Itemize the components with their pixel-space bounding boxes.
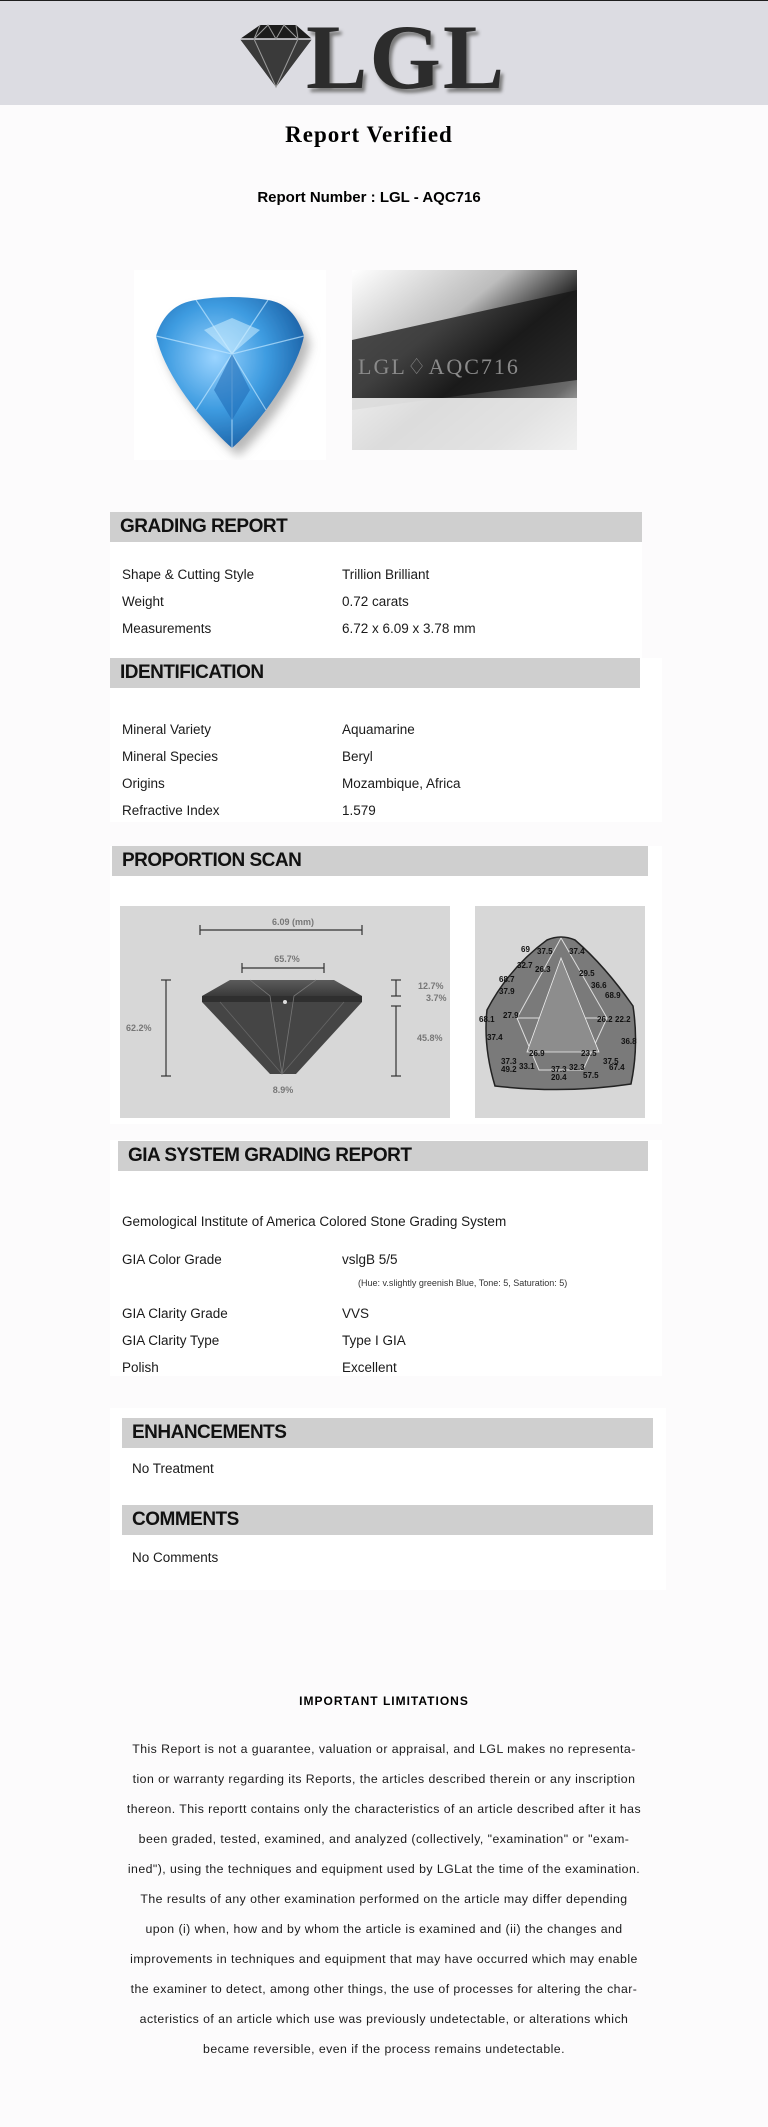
grading-report-heading: GRADING REPORT: [110, 512, 642, 542]
girdle-shape: [202, 996, 362, 1002]
origins-value: Mozambique, Africa: [342, 776, 461, 791]
limitations-line: thereon. This reportt contains only the characteristics of an article described after it has: [126, 1802, 642, 1816]
inscription-text: LGL♢AQC716: [358, 354, 520, 379]
gem-photo: [134, 270, 326, 460]
comments-text: No Comments: [132, 1550, 219, 1565]
gia-heading: GIA SYSTEM GRADING REPORT: [118, 1141, 648, 1171]
facet-value-label: 36.8: [621, 1037, 637, 1046]
limitations-line: became reversible, even if the process remains undetectable.: [203, 2042, 565, 2056]
top-view-diagram: [475, 906, 645, 1118]
measurements-value: 6.72 x 6.09 x 3.78 mm: [342, 621, 476, 636]
width-label: 6.09 (mm): [271, 917, 315, 927]
facet-value-label: 26.3: [535, 965, 551, 974]
limitations-line: upon (i) when, how and by whom the article is examined and (ii) the changes and: [145, 1922, 623, 1936]
facet-value-label: 57.5: [583, 1071, 599, 1080]
limitations-line: This Report is not a guarantee, valuation or appraisal, and LGL makes no representa-: [132, 1742, 636, 1756]
facet-value-label: 37.5: [603, 1057, 619, 1066]
enhancements-heading: ENHANCEMENTS: [122, 1418, 653, 1448]
header-bar: [0, 0, 768, 108]
refractive-index-value: 1.579: [342, 803, 376, 818]
facet-value-label: 49.2: [501, 1065, 517, 1074]
inscription-photo: [352, 270, 577, 450]
mineral-species-value: Beryl: [342, 749, 373, 764]
polish-label: Polish: [122, 1360, 159, 1375]
mineral-variety-label: Mineral Variety: [122, 722, 212, 737]
profile-diagram: [120, 906, 450, 1118]
identification-heading: IDENTIFICATION: [110, 658, 640, 688]
measurements-label: Measurements: [122, 621, 212, 636]
facet-value-label: 36.6: [591, 981, 607, 990]
gia-color-note: (Hue: v.slightly greenish Blue, Tone: 5, Saturation: 5): [358, 1278, 568, 1288]
comments-heading: COMMENTS: [122, 1505, 653, 1535]
gia-color-value: vslgB 5/5: [342, 1252, 398, 1267]
facet-value-label: 22.2: [615, 1015, 631, 1024]
facet-value-label: 68.7: [499, 975, 515, 984]
gia-clarity-grade-label: GIA Clarity Grade: [122, 1306, 228, 1321]
limitations-line: ined"), using the techniques and equipment used by LGLat the time of the examination.: [127, 1862, 641, 1876]
gia-clarity-grade-value: VVS: [342, 1306, 370, 1321]
origins-label: Origins: [122, 776, 165, 791]
limitations-line: been graded, tested, examined, and analyzed (collectively, "examination" or "exam-: [138, 1832, 630, 1846]
total-depth-label: 62.2%: [126, 1023, 152, 1033]
facet-value-label: 23.5: [581, 1049, 597, 1058]
crown-height-label: 12.7%: [418, 981, 444, 991]
pavilion-depth-label: 45.8%: [417, 1033, 443, 1043]
girdle-label: 3.7%: [426, 993, 447, 1003]
weight-value: 0.72 carats: [342, 594, 409, 609]
gia-clarity-type-label: GIA Clarity Type: [122, 1333, 220, 1348]
facet-value-label: 37.4: [487, 1033, 503, 1042]
enhancements-text: No Treatment: [132, 1461, 214, 1476]
facet-value-label: 29.5: [579, 969, 595, 978]
facet-value-label: 69: [521, 945, 530, 954]
refractive-index-label: Refractive Index: [122, 803, 220, 818]
facet-value-label: 27.9: [503, 1011, 519, 1020]
facet-value-label: 37.4: [569, 947, 585, 956]
report-number: Report Number : LGL - AQC716: [257, 189, 481, 206]
facet-value-label: 37.3: [501, 1057, 517, 1066]
facet-value-label: 37.5: [537, 947, 553, 956]
facet-value-label: 67.4: [609, 1063, 625, 1072]
facet-value-label: 68.9: [605, 991, 621, 1000]
limitations-text: [116, 1734, 652, 2064]
facet-value-label: 68.1: [479, 1015, 495, 1024]
limitations-heading: IMPORTANT LIMITATIONS: [299, 1694, 469, 1708]
logo-text: [234, 15, 235, 16]
mineral-species-label: Mineral Species: [122, 749, 219, 764]
weight-label: Weight: [122, 594, 164, 609]
facet-value-label: 37.9: [499, 987, 515, 996]
facet-value-label: 26.2: [597, 1015, 613, 1024]
facet-value-label: 37.3: [551, 1065, 567, 1074]
gia-color-label: GIA Color Grade: [122, 1252, 222, 1267]
limitations-line: the examiner to detect, among other things, the use of processes for altering the char-: [130, 1982, 638, 1996]
limitations-line: acteristics of an article which use was previously undetectable, or alterations which: [139, 2012, 629, 2026]
shape-value: Trillion Brilliant: [342, 567, 430, 582]
lgl-logo: [234, 6, 507, 108]
gia-subtitle: Gemological Institute of America Colored Stone Grading System: [122, 1214, 507, 1229]
limitations-line: The results of any other examination performed on the article may differ depending: [140, 1892, 628, 1906]
facet-value-label: 26.9: [529, 1049, 545, 1058]
shape-label: Shape & Cutting Style: [122, 567, 255, 582]
proportion-scan-heading: PROPORTION SCAN: [112, 846, 648, 876]
pavilion-shape: [202, 1002, 362, 1074]
facet-value-label: 20.4: [551, 1073, 567, 1082]
diamond-icon: [234, 21, 314, 91]
crown-shape: [202, 980, 362, 996]
limitations-line: improvements in techniques and equipment that may have occurred which may enable: [130, 1952, 638, 1966]
logo-wordmark: LGL: [306, 6, 507, 108]
gia-clarity-type-value: Type I GIA: [342, 1333, 406, 1348]
culet-label: 8.9%: [272, 1085, 294, 1095]
facet-value-label: 33.1: [519, 1062, 535, 1071]
facet-value-label: 32.7: [517, 961, 533, 970]
polish-value: Excellent: [342, 1360, 397, 1375]
page-title: Report Verified: [285, 122, 453, 147]
facet-value-label: 32.3: [569, 1063, 585, 1072]
table-label: 65.7%: [274, 954, 300, 964]
mineral-variety-value: Aquamarine: [342, 722, 415, 737]
limitations-line: tion or warranty regarding its Reports, the articles described therein or any inscription: [132, 1772, 636, 1786]
